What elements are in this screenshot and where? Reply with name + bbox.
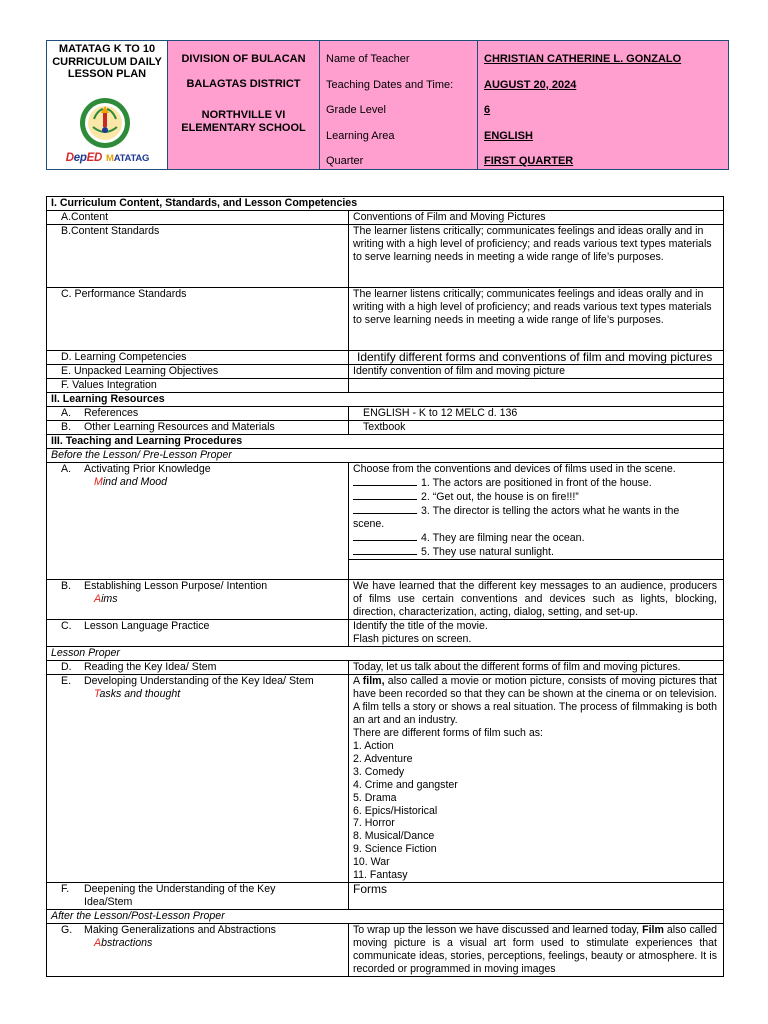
item-letter: D. bbox=[61, 661, 72, 673]
deepening-understanding-label bbox=[47, 882, 349, 909]
school-name: NORTHVILLE VI ELEMENTARY SCHOOL bbox=[181, 109, 306, 134]
table-row bbox=[47, 675, 724, 883]
subsection-row bbox=[47, 449, 724, 463]
activity-item bbox=[353, 531, 723, 545]
list-item: 3. Comedy bbox=[353, 765, 405, 778]
values-integration-value bbox=[349, 379, 724, 393]
sublabel-rest: bstractions bbox=[101, 936, 153, 949]
lesson-plan-table bbox=[46, 196, 724, 977]
section-heading-row bbox=[47, 435, 724, 449]
deped-logo: DepED bbox=[65, 152, 102, 164]
before-lesson-label: Before the Lesson/ Pre-Lesson Proper bbox=[47, 449, 724, 463]
dates-label: Teaching Dates and Time: bbox=[326, 78, 454, 91]
table-row bbox=[47, 463, 724, 560]
film-forms-list bbox=[353, 740, 723, 882]
item-label: Reading the Key Idea/ Stem bbox=[84, 661, 217, 673]
district-name: BALAGTAS DISTRICT bbox=[186, 78, 301, 90]
table-row bbox=[47, 421, 724, 435]
film-forms-intro: There are different forms of film such as: bbox=[353, 727, 543, 739]
item-letter: B. bbox=[61, 580, 72, 592]
generalization-value bbox=[349, 923, 724, 976]
definition-text: also called a movie or motion picture, consists of moving pictures that have been recorded so that they can be shown at the cinema or on television. A film tells a story or shows a real situation. The process of filmmaking is both an art and an industry. bbox=[353, 675, 717, 726]
empty-cell bbox=[349, 560, 724, 580]
language-practice-value bbox=[349, 620, 724, 647]
key-idea-value: Today, let us talk about the different forms of film and moving pictures. bbox=[349, 661, 724, 675]
item-letter: G. bbox=[61, 923, 73, 936]
content-standards-label: B.Content Standards bbox=[47, 225, 349, 288]
table-row bbox=[47, 620, 724, 647]
list-item: 10. War bbox=[353, 856, 390, 869]
practice-line: Identify the title of the movie. bbox=[353, 620, 488, 632]
list-item: 1. Action bbox=[353, 740, 394, 752]
activity-intro: Choose from the conventions and devices of films used in the scene. bbox=[353, 463, 676, 475]
table-row bbox=[47, 661, 724, 675]
list-item: 7. Horror bbox=[353, 817, 395, 830]
section-heading-row bbox=[47, 393, 724, 407]
sublabel-initial: M bbox=[94, 476, 103, 488]
table-row bbox=[47, 288, 724, 351]
activating-knowledge-value bbox=[349, 463, 724, 560]
teacher-value: CHRISTIAN CATHERINE L. GONZALO bbox=[484, 53, 682, 65]
activity-item-text: 1. The actors are positioned in front of the house. bbox=[421, 477, 652, 489]
quarter-value: FIRST QUARTER bbox=[484, 155, 574, 168]
references-value: ENGLISH - K to 12 MELC d. 136 bbox=[349, 407, 724, 421]
header-values-cell bbox=[478, 41, 728, 169]
section-heading-row bbox=[47, 197, 724, 211]
sublabel-rest: ind and Mood bbox=[102, 476, 168, 488]
item-label: Developing Understanding of the Key Idea/ Stem bbox=[84, 675, 314, 687]
lesson-plan-header bbox=[46, 40, 729, 170]
item-sublabel bbox=[61, 688, 348, 701]
table-row bbox=[47, 379, 724, 393]
learning-area-value: ENGLISH bbox=[484, 129, 533, 142]
generalization-text: To wrap up the lesson we have discussed and learned today, bbox=[353, 923, 643, 936]
after-lesson-label: After the Lesson/Post-Lesson Proper bbox=[47, 909, 724, 923]
item-sublabel bbox=[61, 593, 348, 606]
answer-blank bbox=[353, 545, 417, 555]
subsection-row bbox=[47, 647, 724, 661]
item-label: Establishing Lesson Purpose/ Intention bbox=[84, 580, 268, 592]
references-label bbox=[47, 407, 349, 421]
sublabel-initial: A bbox=[94, 593, 102, 605]
list-item: 11. Fantasy bbox=[353, 869, 408, 882]
list-item: 8. Musical/Dance bbox=[353, 830, 435, 843]
table-row bbox=[47, 225, 724, 288]
table-row bbox=[47, 211, 724, 225]
item-letter: E. bbox=[61, 675, 72, 687]
list-item: 5. Drama bbox=[353, 791, 397, 804]
sublabel-rest: ims bbox=[101, 593, 118, 605]
content-standards-value: The learner listens critically; communicates feelings and ideas orally and in writing with a high level of proficiency; and reads various text types materials to serve learning needs in meeting a wide range of life’s purposes. bbox=[349, 225, 724, 288]
item-letter: C. bbox=[61, 620, 72, 632]
dates-value: AUGUST 20, 2024 bbox=[484, 78, 577, 91]
item-label-continuation: Idea/Stem bbox=[84, 895, 133, 908]
activity-item-continuation: scene. bbox=[353, 518, 385, 530]
objectives-value: Identify convention of film and moving picture bbox=[349, 365, 724, 379]
references-letter: A. bbox=[61, 407, 72, 419]
school-info-cell bbox=[168, 41, 320, 169]
matatag-logo: MATATAG bbox=[105, 152, 150, 164]
values-integration-label: F. Values Integration bbox=[47, 379, 349, 393]
deepening-understanding-value: Forms bbox=[349, 882, 724, 909]
generalization-text: also called moving picture is a visual art form used to stimulate experiences that communicate ideas, stories, perceptions, feelings, beauty or atmosphere. It is recorded or programmed in moving images bbox=[353, 923, 718, 975]
header-labels-cell bbox=[320, 41, 478, 169]
table-row bbox=[47, 923, 724, 976]
teacher-label: Name of Teacher bbox=[326, 53, 410, 65]
activity-item-text: 3. The director is telling the actors what he wants in the bbox=[421, 505, 680, 517]
other-resources-text: Other Learning Resources and Materials bbox=[84, 421, 275, 433]
competencies-label: D. Learning Competencies bbox=[47, 351, 349, 365]
other-resources-letter: B. bbox=[61, 421, 72, 433]
item-letter: F. bbox=[61, 882, 70, 895]
competencies-value: Identify different forms and conventions of film and moving pictures bbox=[349, 351, 724, 365]
activity-item-text: 5. They use natural sunlight. bbox=[421, 546, 554, 558]
item-label: Lesson Language Practice bbox=[84, 620, 210, 632]
activity-item bbox=[353, 545, 723, 559]
list-item: 6. Epics/Historical bbox=[353, 804, 438, 817]
answer-blank bbox=[353, 490, 417, 500]
lesson-purpose-value: We have learned that the different key messages to an audience, producers of films use certain conventions and devices such as lights, blocking, direction, characterization, acting, dialog, setting, and set-up. bbox=[349, 580, 724, 620]
table-row bbox=[47, 407, 724, 421]
activity-item-text: 2. “Get out, the house is on fire!!!” bbox=[421, 491, 579, 503]
developing-understanding-value bbox=[349, 675, 724, 883]
section-3-title: III. Teaching and Learning Procedures bbox=[47, 435, 724, 449]
item-label: Activating Prior Knowledge bbox=[84, 463, 211, 475]
subsection-row bbox=[47, 909, 724, 923]
references-text: References bbox=[84, 407, 139, 419]
item-label: Deepening the Understanding of the Key bbox=[84, 882, 276, 895]
grade-value: 6 bbox=[484, 104, 491, 117]
answer-blank bbox=[353, 476, 417, 486]
activity-item bbox=[353, 490, 723, 504]
item-sublabel bbox=[61, 476, 348, 489]
other-resources-label bbox=[47, 421, 349, 435]
activity-item-text: 4. They are filming near the ocean. bbox=[421, 532, 585, 544]
grade-label: Grade Level bbox=[326, 104, 386, 117]
content-value: Conventions of Film and Moving Pictures bbox=[349, 211, 724, 225]
sublabel-initial: A bbox=[94, 936, 102, 949]
developing-understanding-label bbox=[47, 675, 349, 883]
table-row bbox=[47, 882, 724, 909]
practice-line: Flash pictures on screen. bbox=[353, 633, 472, 645]
activating-knowledge-label bbox=[47, 463, 349, 580]
item-label: Making Generalizations and Abstractions bbox=[84, 923, 276, 936]
key-idea-label bbox=[47, 661, 349, 675]
answer-blank bbox=[353, 504, 417, 514]
learning-area-label: Learning Area bbox=[326, 129, 395, 142]
answer-blank bbox=[353, 531, 417, 541]
definition-term: film, bbox=[362, 675, 385, 687]
sublabel-rest: asks and thought bbox=[99, 688, 181, 700]
performance-standards-value: The learner listens critically; communicates feelings and ideas orally and in writing with a high level of proficiency; and reads various text types materials to serve learning needs in meeting a wide range of life’s purposes. bbox=[349, 288, 724, 351]
lesson-proper-label: Lesson Proper bbox=[47, 647, 724, 661]
language-practice-label bbox=[47, 620, 349, 647]
content-label: A.Content bbox=[47, 211, 349, 225]
performance-standards-label: C. Performance Standards bbox=[47, 288, 349, 351]
section-2-title: II. Learning Resources bbox=[47, 393, 724, 407]
sublabel-initial: T bbox=[94, 688, 100, 700]
program-title: MATATAG K TO 10 CURRICULUM DAILY LESSON PLAN bbox=[52, 43, 162, 80]
activity-item bbox=[353, 476, 723, 490]
item-letter: A. bbox=[61, 463, 72, 475]
table-row bbox=[47, 365, 724, 379]
list-item: 2. Adventure bbox=[353, 752, 413, 765]
lesson-purpose-label bbox=[47, 580, 349, 620]
program-brand-cell bbox=[47, 41, 168, 169]
section-1-title: I. Curriculum Content, Standards, and Lesson Competencies bbox=[47, 197, 724, 211]
brand-logos bbox=[50, 149, 165, 167]
activity-item bbox=[353, 504, 723, 518]
generalization-label bbox=[47, 923, 349, 976]
definition-text: A bbox=[353, 675, 363, 687]
film-definition bbox=[353, 675, 723, 727]
table-row bbox=[47, 351, 724, 365]
list-item: 4. Crime and gangster bbox=[353, 778, 458, 791]
division-name: DIVISION OF BULACAN bbox=[181, 53, 306, 65]
school-seal-icon bbox=[79, 97, 131, 149]
item-sublabel bbox=[61, 937, 348, 950]
other-resources-value: Textbook bbox=[349, 421, 724, 435]
quarter-label: Quarter bbox=[326, 155, 364, 168]
table-row bbox=[47, 580, 724, 620]
generalization-term: Film bbox=[642, 923, 664, 936]
objectives-label: E. Unpacked Learning Objectives bbox=[47, 365, 349, 379]
list-item: 9. Science Fiction bbox=[353, 843, 437, 856]
